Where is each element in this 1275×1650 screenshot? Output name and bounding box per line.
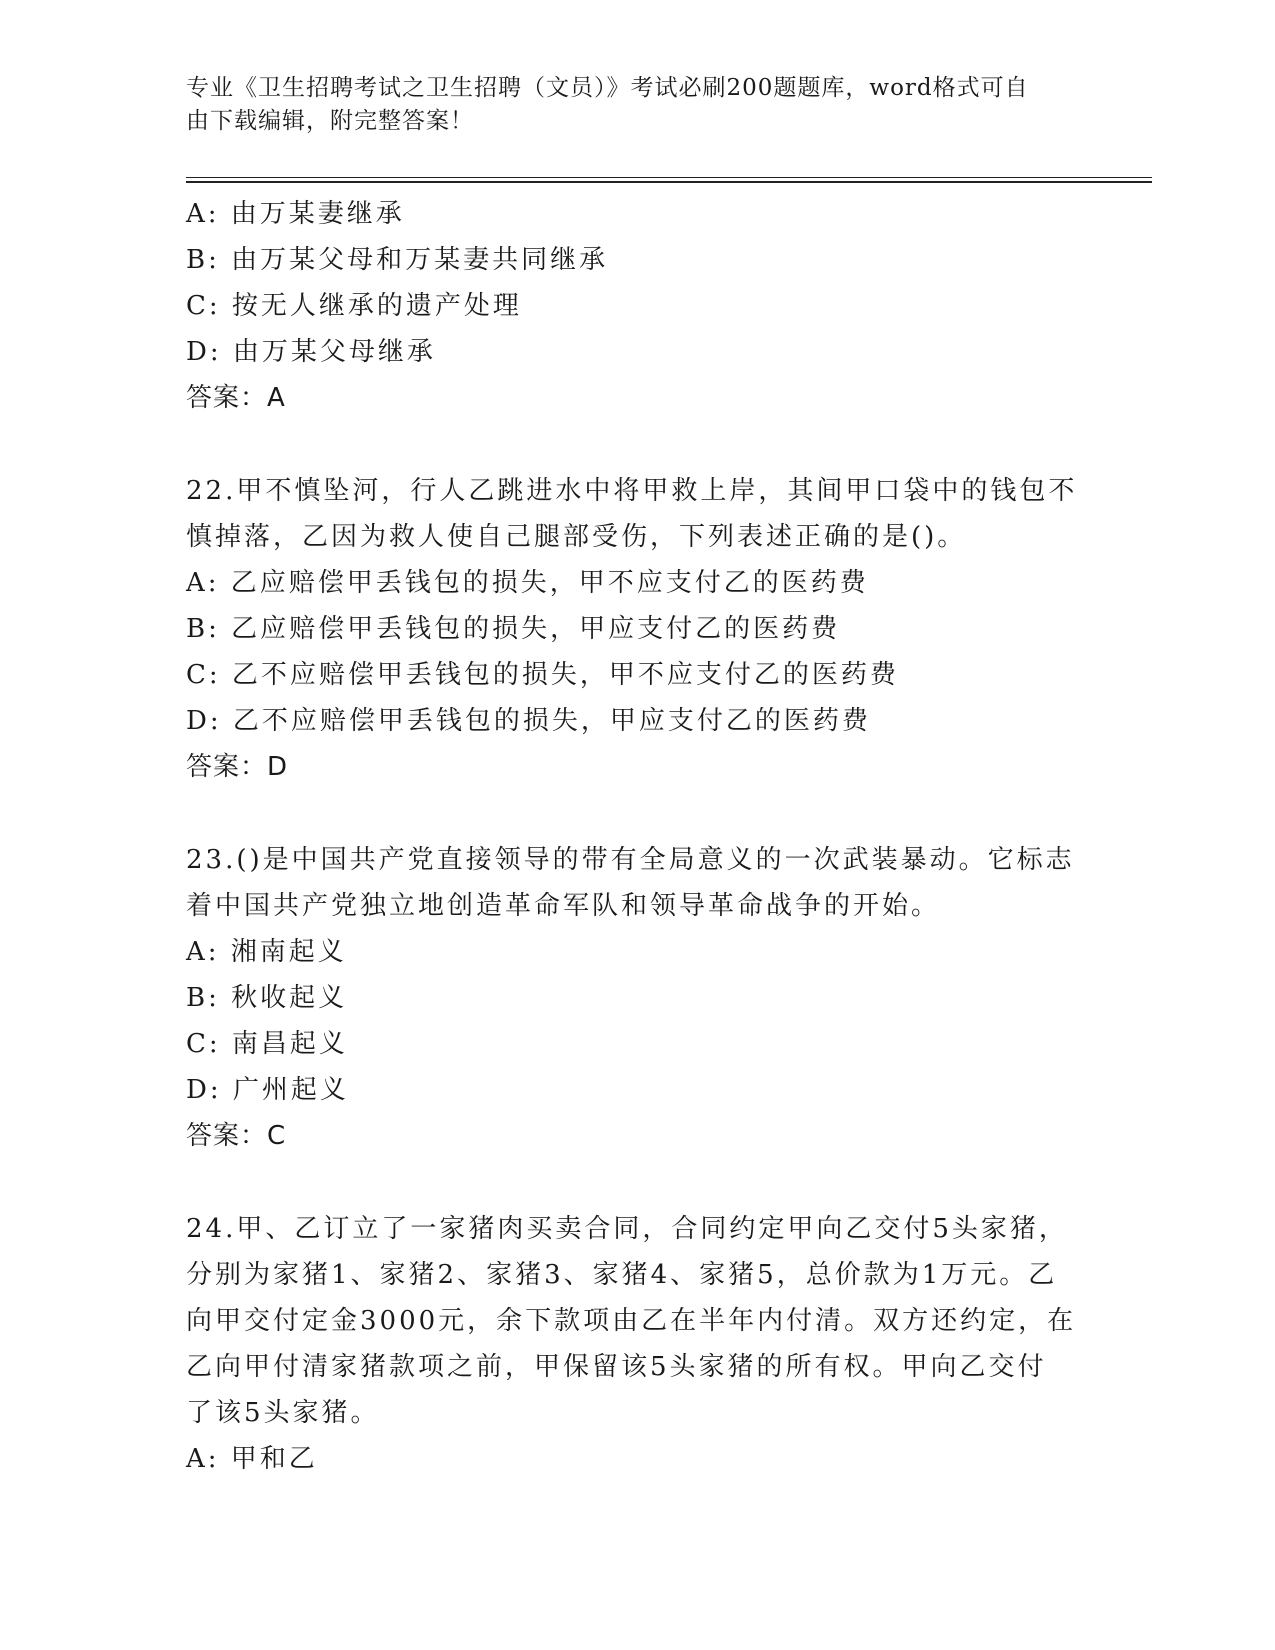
option-a: A: 甲和乙 xyxy=(186,1444,318,1474)
option-c: C: 南昌起义 xyxy=(186,1029,348,1059)
question-list xyxy=(186,191,1086,1482)
option-a: A: 由万某妻继承 xyxy=(186,199,405,229)
answer-line: 答案：A xyxy=(186,383,286,413)
question-stem-line: 了该5头家猪。 xyxy=(186,1398,380,1428)
question-stem-line: 23.()是中国共产党直接领导的带有全局意义的一次武装暴动。它标志 xyxy=(186,845,1075,875)
question-stem-line: 乙向甲付清家猪款项之前，甲保留该5头家猪的所有权。甲向乙交付 xyxy=(186,1352,1047,1382)
option-d: D: 广州起义 xyxy=(186,1075,349,1105)
option-a: A: 湘南起义 xyxy=(186,937,347,967)
spacer xyxy=(186,1159,1086,1206)
question-23 xyxy=(186,837,1086,1159)
option-b: B: 由万某父母和万某妻共同继承 xyxy=(186,245,609,275)
option-b: B: 乙应赔偿甲丢钱包的损失，甲应支付乙的医药费 xyxy=(186,614,841,644)
header-line-1: 专业《卫生招聘考试之卫生招聘（文员）》考试必刷200题题库，word格式可自 xyxy=(186,75,1029,101)
question-stem-line: 慎掉落，乙因为救人使自己腿部受伤，下列表述正确的是()。 xyxy=(186,522,967,552)
option-d: D: 乙不应赔偿甲丢钱包的损失，甲应支付乙的医药费 xyxy=(186,706,871,736)
header-divider-thick xyxy=(186,181,1152,183)
answer-line: 答案：C xyxy=(186,1121,287,1151)
option-c: C: 按无人继承的遗产处理 xyxy=(186,291,522,321)
question-stem-line: 24.甲、乙订立了一家猪肉买卖合同，合同约定甲向乙交付5头家猪， xyxy=(186,1214,1068,1244)
header-line-2: 由下载编辑，附完整答案！ xyxy=(186,108,474,134)
spacer xyxy=(186,421,1086,468)
answer-line: 答案：D xyxy=(186,752,289,782)
question-stem-line: 向甲交付定金3000元，余下款项由乙在半年内付清。双方还约定，在 xyxy=(186,1306,1077,1336)
question-stem-line: 22.甲不慎坠河，行人乙跳进水中将甲救上岸，其间甲口袋中的钱包不 xyxy=(186,476,1078,506)
question-stem-line: 着中国共产党独立地创造革命军队和领导革命战争的开始。 xyxy=(186,891,941,921)
header-divider-thin xyxy=(186,177,1152,178)
option-d: D: 由万某父母继承 xyxy=(186,337,436,367)
option-a: A: 乙应赔偿甲丢钱包的损失，甲不应支付乙的医药费 xyxy=(186,568,869,598)
question-21 xyxy=(186,191,1086,421)
option-b: B: 秋收起义 xyxy=(186,983,348,1013)
question-stem-line: 分别为家猪1、家猪2、家猪3、家猪4、家猪5，总价款为1万元。乙 xyxy=(186,1260,1058,1290)
question-24 xyxy=(186,1206,1086,1482)
question-22 xyxy=(186,468,1086,790)
option-c: C: 乙不应赔偿甲丢钱包的损失，甲不应支付乙的医药费 xyxy=(186,660,899,690)
document-header xyxy=(186,72,1066,138)
spacer xyxy=(186,790,1086,837)
